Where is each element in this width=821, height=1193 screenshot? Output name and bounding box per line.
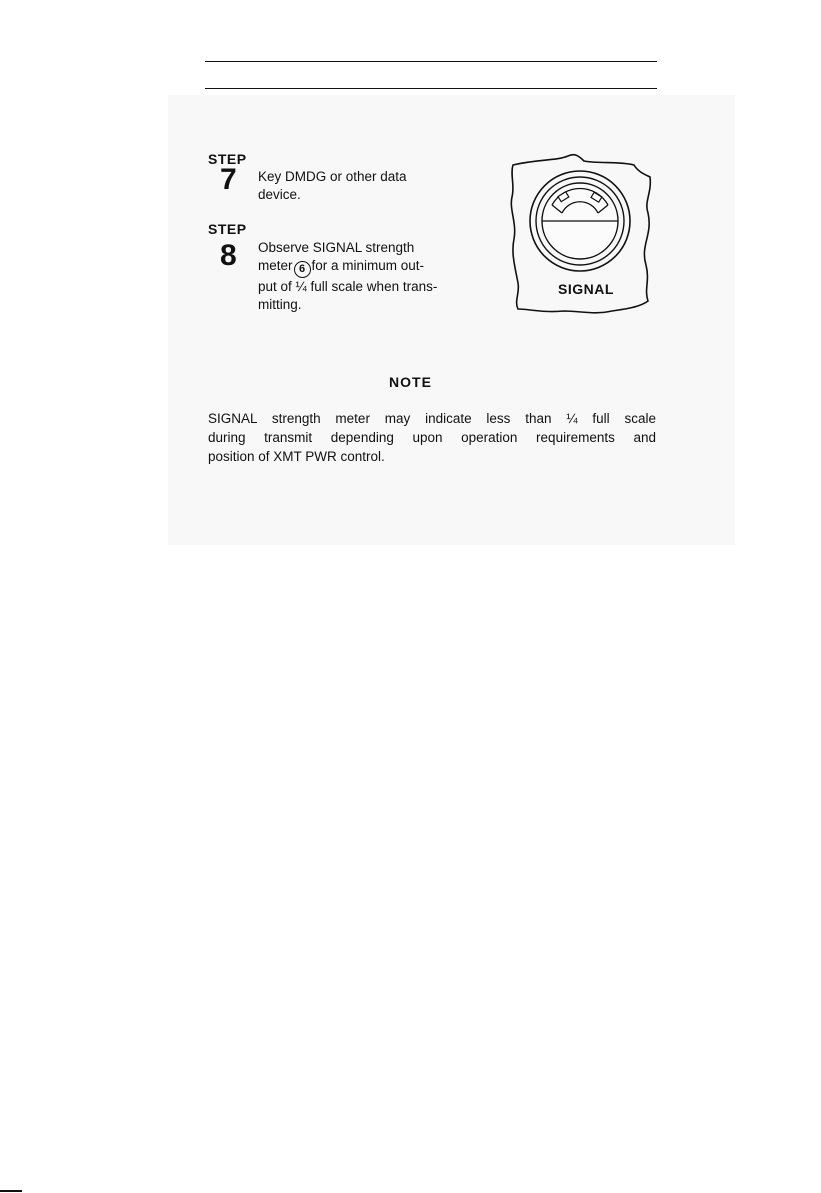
step-7-line: device. <box>258 187 301 202</box>
step-8-number: 8 <box>220 239 237 272</box>
step-8-line: put of ¼ full scale when trans- <box>258 279 438 294</box>
step-8-line2-end: for a minimum out- <box>311 258 425 273</box>
signal-label: SIGNAL <box>558 281 614 297</box>
note-body <box>208 409 656 466</box>
step-8-text <box>258 239 473 314</box>
note-heading: NOTE <box>389 374 432 390</box>
page-edge-mark <box>0 1190 22 1192</box>
step-7-label: STEP <box>208 151 247 167</box>
top-rule <box>205 61 657 62</box>
step-8-line: Observe SIGNAL strength <box>258 240 415 255</box>
step-7-text <box>258 168 473 204</box>
step-8-line: mitting. <box>258 297 302 312</box>
step-8-line <box>258 257 473 278</box>
note-line: position of XMT PWR control. <box>208 449 385 464</box>
callout-6-icon: 6 <box>294 261 311 278</box>
note-line: during transmit depending upon operation requirements and <box>208 430 656 445</box>
note-line: SIGNAL strength meter may indicate less than ¼ full scale <box>208 411 656 426</box>
step-8-label: STEP <box>208 221 247 237</box>
step-8-line2-start: meter <box>258 258 293 273</box>
step-7-line: Key DMDG or other data <box>258 169 407 184</box>
step-7-number: 7 <box>220 163 237 196</box>
second-rule <box>205 88 657 89</box>
